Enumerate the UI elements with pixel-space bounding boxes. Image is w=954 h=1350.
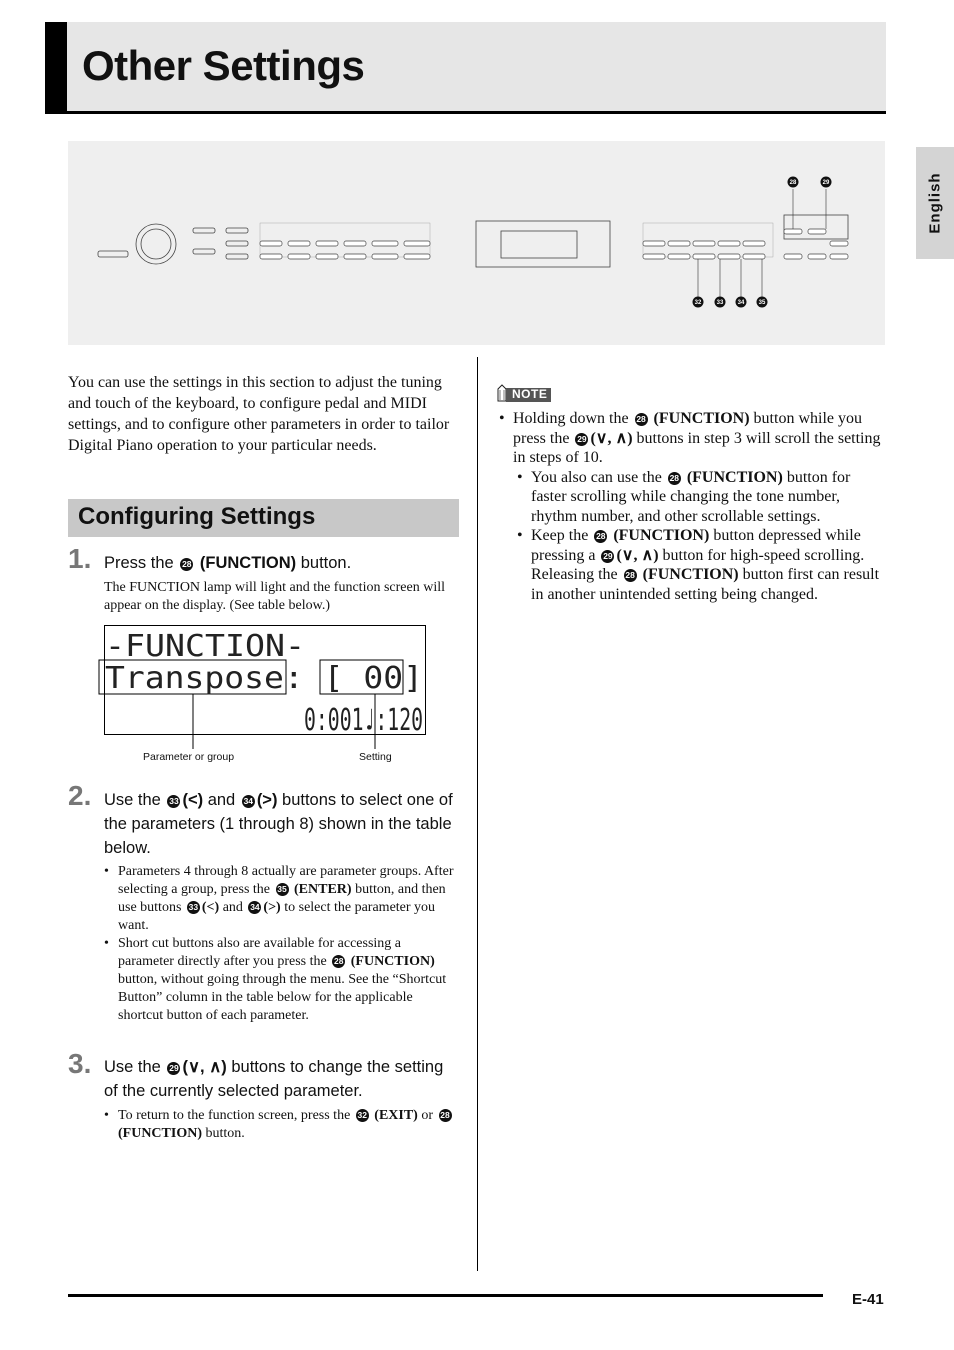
button-number-badge: 28 xyxy=(596,531,606,541)
lcd-drawing xyxy=(105,626,425,738)
section-heading-bar xyxy=(68,499,459,537)
step-3-number: 3. xyxy=(68,1048,92,1079)
note-badge xyxy=(495,384,553,409)
button-number-badge: 34 xyxy=(250,902,260,912)
button-number-badge: 28 xyxy=(182,559,192,569)
callout-35: 35 xyxy=(758,300,766,306)
list-item: • To return to the function screen, press the 32 (EXIT) or 28 (FUNCTION) button. xyxy=(104,1107,460,1143)
step-2-text: Use the 33 (<) and 34 (>) buttons to select one of the parameters (1 through 8) shown in the table below. xyxy=(104,791,453,857)
page-number: E-41 xyxy=(852,1291,884,1308)
page-title: Other Settings xyxy=(82,42,365,89)
button-number-badge: 33 xyxy=(169,796,179,806)
lcd-label-setting: Setting xyxy=(359,751,392,763)
column-divider xyxy=(477,357,478,1271)
button-number-badge: 28 xyxy=(636,414,646,424)
list-item: • Parameters 4 through 8 actually are parameter groups. After selecting a group, press the 35 (ENTER) button, and then use buttons 33 (<) and 34 (>) to select the parameter you want. xyxy=(104,863,460,935)
callout-29: 29 xyxy=(822,180,830,186)
lcd-line-2: Transpose: [ 00] xyxy=(105,661,424,696)
button-number-badge: 29 xyxy=(603,550,613,561)
language-tab-label: English xyxy=(926,172,944,234)
title-accent xyxy=(45,22,67,111)
button-number-badge: 33 xyxy=(188,902,199,912)
callout-32: 32 xyxy=(694,300,702,306)
button-number-badge: 35 xyxy=(277,884,287,894)
list-item: • Keep the 28 (FUNCTION) button depressed while pressing a 29 (∨, ∧) button for high-speed scrolling. Releasing the 28 (FUNCTION) button first can result in another unintended setting being changed. xyxy=(517,526,884,604)
callout-28: 28 xyxy=(789,180,797,186)
panel-drawing xyxy=(68,141,885,345)
language-tab xyxy=(916,147,954,259)
button-number-badge: 28 xyxy=(669,472,680,483)
intro-paragraph: You can use the settings in this section to adjust the tuning and touch of the keyboard, to configure pedal and MIDI settings, and to configure other parameters in order to tailor Digital Piano operation to your particular needs. xyxy=(68,374,450,454)
step-3-bullets xyxy=(104,1107,460,1143)
lcd-line-1: -FUNCTION- xyxy=(105,629,305,664)
button-number-badge: 28 xyxy=(334,956,344,966)
note-label: NOTE xyxy=(512,387,548,401)
step-1-number: 1. xyxy=(68,543,92,574)
step-3-text: Use the 29 (∨, ∧) buttons to change the setting of the currently selected parameter. xyxy=(104,1058,444,1100)
list-item: • You also can use the 28 (FUNCTION) button for faster scrolling while changing the tone number, rhythm number, and other scrollable settings. xyxy=(517,468,884,527)
note-list xyxy=(499,409,884,604)
lcd-label-parameter: Parameter or group xyxy=(143,751,235,763)
footer-rule xyxy=(68,1294,823,1297)
step-1-text: Press the 28 (FUNCTION) button. xyxy=(104,554,352,572)
button-number-badge: 28 xyxy=(440,1110,450,1120)
button-number-badge: 34 xyxy=(243,796,254,806)
control-panel-illustration xyxy=(68,141,885,345)
step-2-number: 2. xyxy=(68,780,92,811)
callout-34: 34 xyxy=(737,300,745,306)
button-number-badge: 29 xyxy=(577,433,587,444)
list-item: • Short cut buttons also are available for accessing a parameter directly after you press the 28 (FUNCTION) button, without going through the menu. See the “Shortcut Button” column in the table below for the applicable shortcut button of each parameter. xyxy=(104,935,460,1025)
step-1-description: The FUNCTION lamp will light and the function screen will appear on the display. (See table below.) xyxy=(104,580,445,613)
title-bar xyxy=(45,22,886,114)
button-number-badge: 29 xyxy=(169,1063,179,1073)
callout-33: 33 xyxy=(716,300,724,306)
lcd-display xyxy=(104,625,426,738)
button-number-badge: 32 xyxy=(357,1110,368,1120)
button-number-badge: 28 xyxy=(625,570,635,580)
step-2-bullets xyxy=(104,863,460,1025)
section-heading: Configuring Settings xyxy=(78,503,316,530)
list-item: • Holding down the 28 (FUNCTION) button while you press the 29 (∨, ∧) buttons in step 3 will scroll the setting in steps of 10. xyxy=(499,409,884,468)
lcd-line-3: 0:001♩:120 xyxy=(304,703,423,738)
